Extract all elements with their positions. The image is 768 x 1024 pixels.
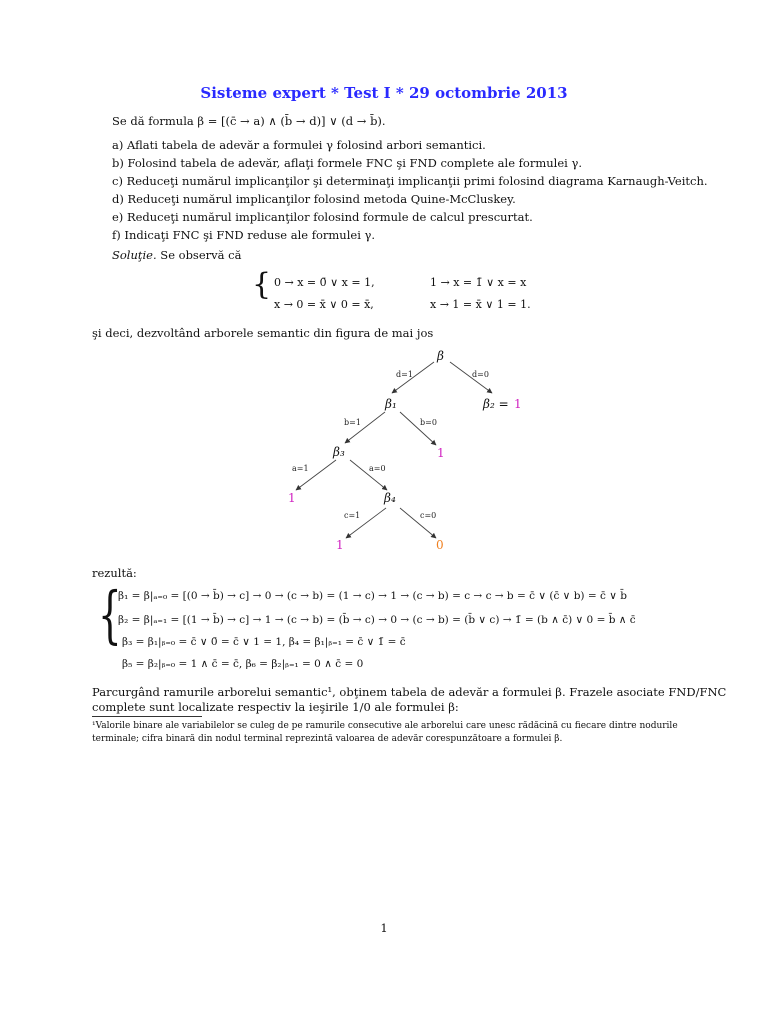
leaf-b0: 1 (437, 446, 445, 460)
node-beta2: β₂ = (483, 397, 509, 411)
identity-2a: x → 0 = x̄ ∨ 0 = x̄, (274, 298, 374, 311)
task-d: d) Reduceţi numărul implicanţilor folosind metoda Quine-McCluskey. (112, 192, 516, 206)
page-number: 1 (380, 921, 388, 935)
result-beta1: β₁ = β|ₐ₌₀ = [(0 → b̄) → c] → 0 → (c → b) = (1 → c) → 1 → (c → b) = c → c → b = c̄ ∨ (c̄ ∨ b) = c̄ ∨ b̄ (118, 590, 627, 602)
leaf-c1: 1 (336, 538, 344, 552)
leaf-c0: 0 (436, 538, 444, 552)
edge-beta1-beta3 (345, 412, 385, 443)
results-brace: { (98, 578, 122, 651)
node-root: β (437, 349, 444, 363)
edge-label-d0: d=0 (472, 370, 489, 379)
identity-1a: 0 → x = 0̄ ∨ x = 1, (274, 276, 375, 289)
leaf-a1: 1 (288, 491, 296, 505)
page-title: Sisteme expert * Test I * 29 octombrie 2013 (200, 84, 568, 102)
edge-label-a1: a=1 (292, 464, 309, 473)
footnote-rule (92, 716, 202, 717)
task-e: e) Reduceţi numărul implicanţilor folosind formule de calcul prescurtat. (112, 210, 533, 224)
node-beta4: β₄ (384, 491, 396, 505)
footnote-line-1: ¹Valorile binare ale variabilelor se culeg de pe ramurile consecutive ale arborelui care unesc rădăcină cu fiecare dintre nodurile (92, 721, 678, 731)
node-beta1: β₁ (385, 397, 397, 411)
paragraph-line-2: complete sunt localizate respectiv la ieşirile 1/0 ale formulei β: (92, 700, 459, 714)
result-label: rezultă: (92, 566, 137, 580)
identity-2b: x → 1 = x̄ ∨ 1 = 1. (430, 298, 531, 311)
edge-label-a0: a=0 (369, 464, 386, 473)
footnote-line-2: terminale; cifra binară din nodul terminal reprezintă valoarea de adevăr corespunzătoare a formulei β. (92, 734, 563, 744)
identity-1b: 1 → x = 1̄ ∨ x = x (430, 276, 527, 289)
task-a: a) Aflati tabela de adevăr a formulei γ folosind arbori semantici. (112, 138, 486, 152)
edge-label-c0: c=0 (420, 511, 437, 520)
system-brace: { (252, 267, 272, 302)
edge-beta1-leaf (400, 412, 436, 445)
edge-label-c1: c=1 (344, 511, 361, 520)
edge-label-b1: b=1 (344, 418, 361, 427)
node-beta3: β₃ (333, 445, 345, 459)
solution-label: Soluţie. (112, 248, 157, 262)
edge-label-d1: d=1 (396, 370, 413, 379)
task-c: c) Reduceţi numărul implicanţilor şi determinaţi implicanţii primi folosind diagrama Karnaugh-Veitch. (112, 174, 708, 188)
task-b: b) Folosind tabela de adevăr, aflaţi formele FNC şi FND complete ale formulei γ. (112, 156, 583, 170)
solution-text: Se observă că (156, 248, 242, 262)
edge-label-b0: b=0 (420, 418, 437, 427)
result-beta5-beta6: β₅ = β₂|ᵦ₌₀ = 1 ∧ c̄ = c̄, β₆ = β₂|ᵦ₌₁ = 0 ∧ c̄ = 0 (122, 658, 364, 670)
task-f: f) Indicaţi FNC şi FND reduse ale formulei γ. (112, 228, 376, 242)
paragraph-line-1: Parcurgând ramurile arborelui semantic¹, obţinem tabela de adevăr a formulei β. Frazele asociate FND/FNC (92, 685, 727, 699)
problem-statement: Se dă formula β = [(c̄ → a) ∧ (b̄ → d)] ∨ (d → b̄). (112, 114, 386, 128)
result-beta2: β₂ = β|ₐ₌₁ = [(1 → b̄) → c] → 1 → (c → b) = (b̄ → c) → 0 → (c → b) = (b̄ ∨ c) → 1̄ = (b ∧ c̄) ∨ 0 = b̄ ∧ c̄ (118, 614, 636, 626)
tree-intro: şi deci, dezvoltând arborele semantic din figura de mai jos (92, 326, 434, 340)
result-beta3-beta4: β₃ = β₁|ᵦ₌₀ = c̄ ∨ 0̄ = c̄ ∨ 1 = 1, β₄ = β₁|ᵦ₌₁ = c̄ ∨ 1̄ = c̄ (122, 636, 406, 648)
leaf-beta2-value: 1 (514, 397, 522, 411)
